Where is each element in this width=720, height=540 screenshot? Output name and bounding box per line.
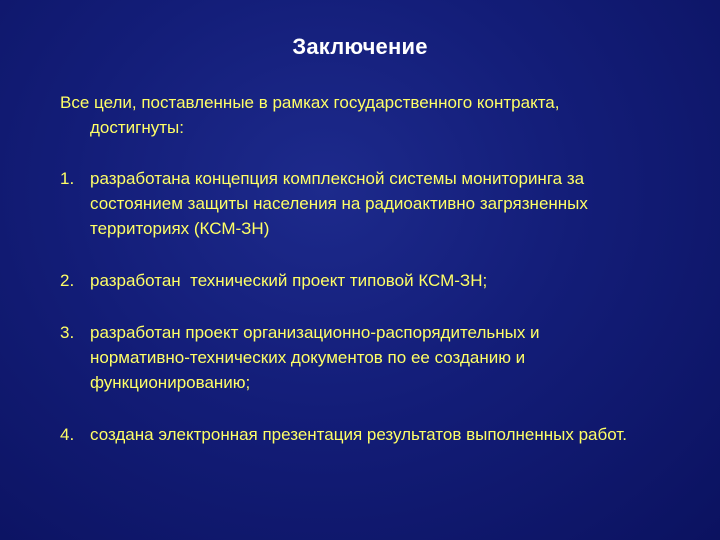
item-number: 1. xyxy=(60,169,75,188)
item-line: разработан проект организационно-распорядительных и xyxy=(90,323,540,342)
item-number: 2. xyxy=(60,271,75,290)
item-line: разработана концепция комплексной системы мониторинга за xyxy=(90,169,585,188)
item-number: 4. xyxy=(60,425,75,444)
list-item xyxy=(60,166,700,241)
list-item xyxy=(60,320,700,395)
slide-title: Заключение xyxy=(292,34,428,59)
item-line: создана электронная презентация результатов выполненных работ. xyxy=(90,425,627,444)
conclusion-list xyxy=(60,166,700,447)
intro-line: достигнуты: xyxy=(90,118,184,137)
list-item xyxy=(60,268,700,293)
item-number: 3. xyxy=(60,323,75,342)
intro-line: Все цели, поставленные в рамках государственного контракта, xyxy=(60,93,560,112)
item-line: нормативно-технических документов по ее созданию и xyxy=(90,348,526,367)
item-line: состоянием защиты населения на радиоактивно загрязненных xyxy=(90,194,588,213)
list-item xyxy=(60,422,700,447)
intro-text xyxy=(60,90,660,140)
item-line: функционированию; xyxy=(90,373,251,392)
item-line: разработан технический проект типовой КСМ-ЗН; xyxy=(90,271,488,290)
item-line: территориях (КСМ-ЗН) xyxy=(90,219,270,238)
